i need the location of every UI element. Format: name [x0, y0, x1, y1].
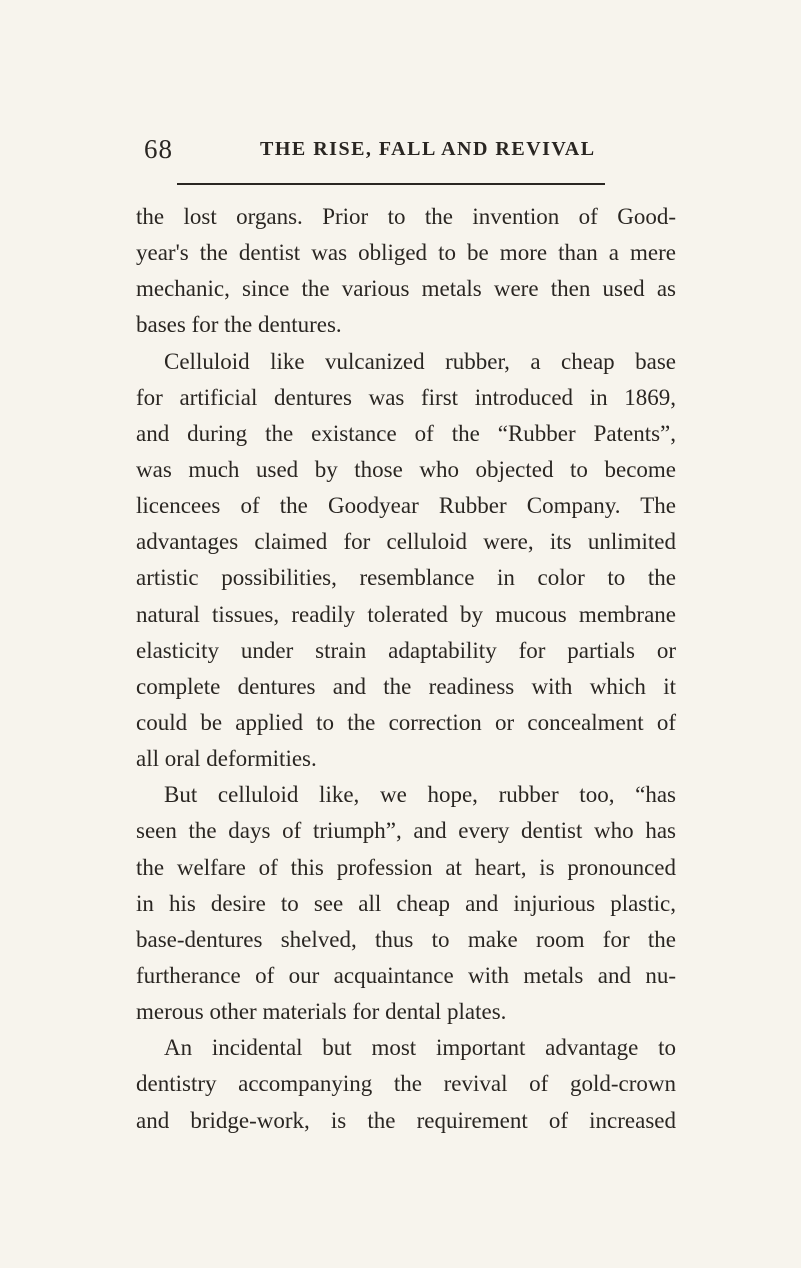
header-rule	[177, 183, 605, 185]
text-line: seen the days of triumph”, and every dentist who has	[136, 818, 676, 844]
text-line: and during the existance of the “Rubber Patents”,	[136, 420, 676, 446]
text-line: advantages claimed for celluloid were, its unlimited	[136, 529, 676, 555]
text-line: was much used by those who objected to become	[136, 456, 676, 482]
page-number: 68	[144, 134, 173, 164]
text-line: natural tissues, readily tolerated by mucous membrane	[136, 601, 676, 627]
text-line: Celluloid like vulcanized rubber, a cheap base	[164, 348, 676, 374]
text-line: base-dentures shelved, thus to make room for the	[136, 926, 676, 952]
text-line: An incidental but most important advantage to	[164, 1035, 676, 1061]
running-title: THE RISE, FALL AND REVIVAL	[260, 138, 596, 160]
text-line: all oral deformities.	[136, 746, 317, 772]
text-line: year's the dentist was obliged to be more than a mere	[136, 240, 676, 266]
text-line: merous other materials for dental plates.	[136, 999, 507, 1025]
text-line: in his desire to see all cheap and injurious plastic,	[136, 890, 676, 916]
text-line: dentistry accompanying the revival of gold-crown	[136, 1071, 676, 1097]
text-line: elasticity under strain adaptability for partials or	[136, 637, 676, 663]
text-line: licencees of the Goodyear Rubber Company. The	[136, 493, 676, 519]
text-line: But celluloid like, we hope, rubber too, “has	[164, 782, 676, 808]
body-text	[136, 199, 676, 1139]
text-line: bases for the dentures.	[136, 312, 342, 338]
text-line: for artificial dentures was first introduced in 1869,	[136, 384, 676, 410]
text-line: artistic possibilities, resemblance in color to the	[136, 565, 676, 591]
text-line: furtherance of our acquaintance with metals and nu-	[136, 962, 676, 988]
text-line: mechanic, since the various metals were then used as	[136, 276, 676, 302]
text-line: complete dentures and the readiness with which it	[136, 673, 676, 699]
text-line: the welfare of this profession at heart, is pronounced	[136, 854, 676, 880]
text-line: could be applied to the correction or concealment of	[136, 709, 676, 735]
text-line: the lost organs. Prior to the invention of Good-	[136, 204, 676, 229]
running-head	[122, 128, 682, 168]
text-line: and bridge-work, is the requirement of increased	[136, 1107, 676, 1133]
